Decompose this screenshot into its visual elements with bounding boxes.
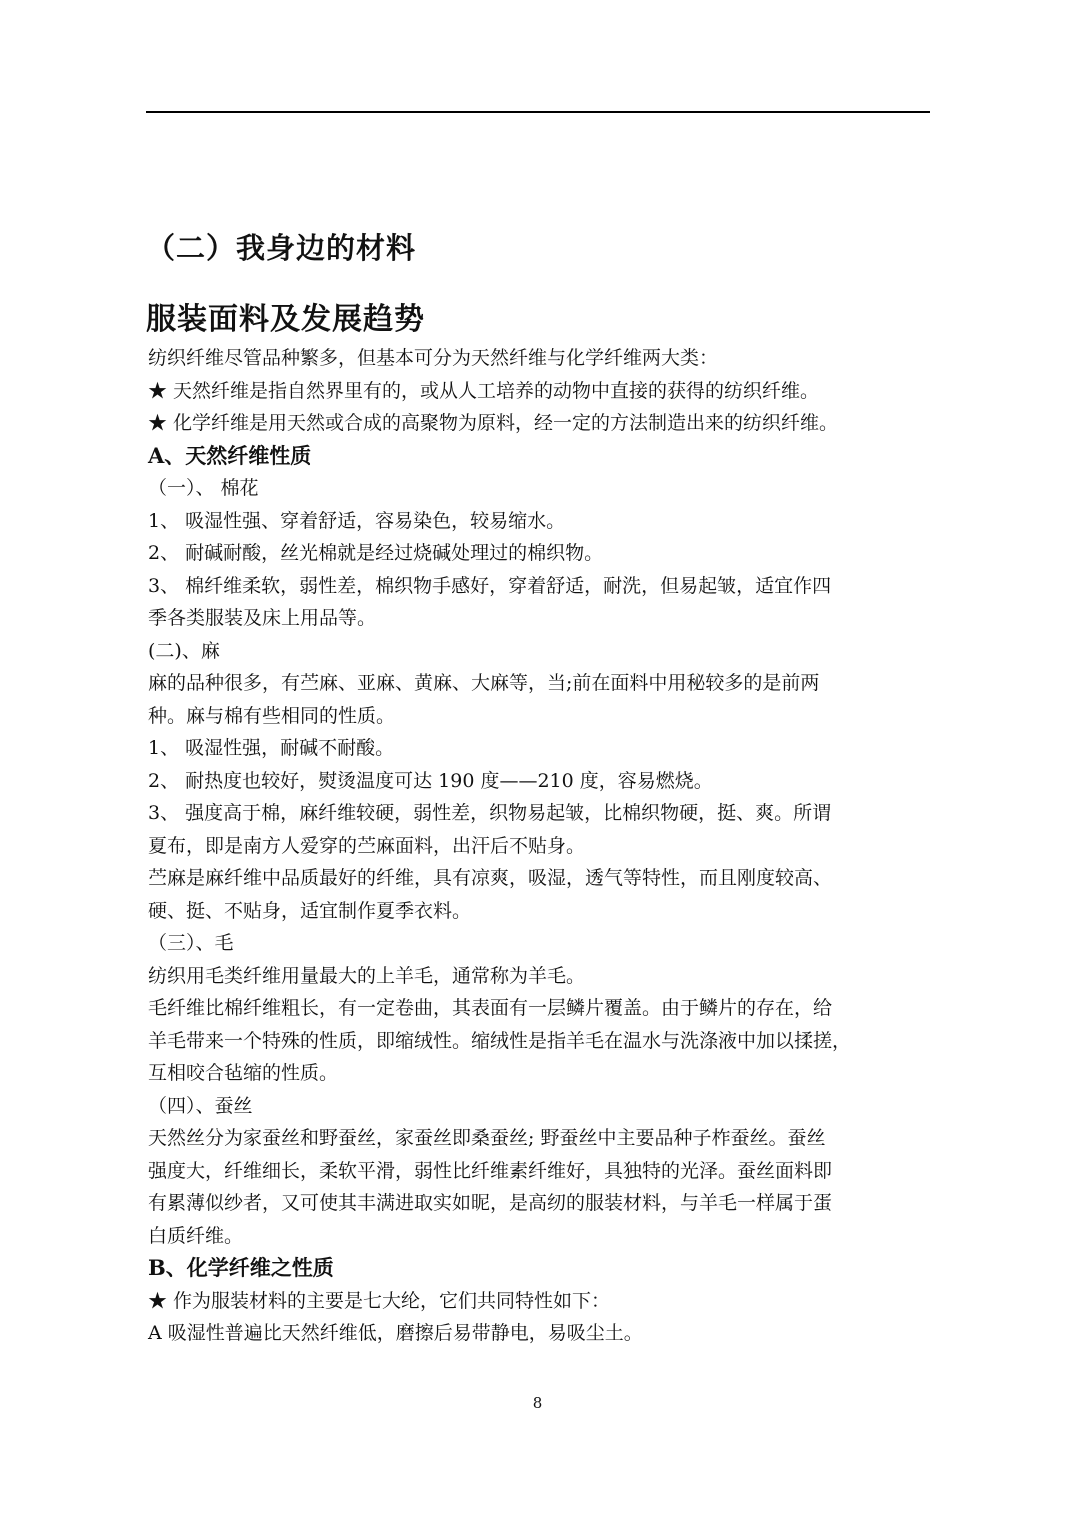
text-line: 强度大，纤维细长，柔软平滑，弱性比纤维素纤维好，具独特的光泽。蚕丝面料即 xyxy=(148,1159,833,1182)
subsection-heading: A、天然纤维性质 xyxy=(148,442,312,468)
text-line: 纺织纤维尽管品种繁多，但基本可分为天然纤维与化学纤维两大类： xyxy=(148,347,719,369)
text-line: 1、 吸湿性强、穿着舒适，容易染色，较易缩水。 xyxy=(148,509,566,532)
text-line: 羊毛带来一个特殊的性质，即缩绒性。缩绒性是指羊毛在温水与洗涤液中加以揉搓， xyxy=(148,1029,852,1052)
body-text xyxy=(148,342,932,1350)
header-rule xyxy=(146,111,930,113)
text-line: 天然丝分为家蚕丝和野蚕丝，家蚕丝即桑蚕丝; 野蚕丝中主要品种子柞蚕丝。蚕丝 xyxy=(148,1127,826,1149)
text-line: 苎麻是麻纤维中品质最好的纤维，具有凉爽，吸湿，透气等特性，而且刚度较高、 xyxy=(148,867,833,889)
text-line: 3、 棉纤维柔软，弱性差，棉织物手感好，穿着舒适，耐洗，但易起皱，适宜作四 xyxy=(148,574,832,597)
text-line: 3、 强度高于棉，麻纤维较硬，弱性差，织物易起皱，比棉织物硬，挺、爽。所谓 xyxy=(148,802,832,824)
text-line: ★ 作为服装材料的主要是七大纶，它们共同特性如下： xyxy=(148,1289,611,1312)
text-line: 1、 吸湿性强，耐碱不耐酸。 xyxy=(148,737,395,759)
text-line: ★ 天然纤维是指自然界里有的，或从人工培养的动物中直接的获得的纺织纤维。 xyxy=(148,379,820,402)
text-line: 纺织用毛类纤维用量最大的上羊毛，通常称为羊毛。 xyxy=(148,964,586,987)
text-line: 2、 耐热度也较好，熨烫温度可达 190 度——210 度，容易燃烧。 xyxy=(148,769,713,792)
subsection-heading: B、化学纤维之性质 xyxy=(148,1255,334,1280)
text-line: 毛纤维比棉纤维粗长，有一定卷曲，其表面有一层鳞片覆盖。由于鳞片的存在，给 xyxy=(148,997,833,1019)
text-line: （四）、蚕丝 xyxy=(148,1094,253,1117)
text-line: 白质纤维。 xyxy=(148,1224,244,1247)
text-line: 季各类服装及床上用品等。 xyxy=(148,607,377,629)
text-line: (二)、麻 xyxy=(148,639,220,662)
text-line: 夏布，即是南方人爱穿的苎麻面料，出汗后不贴身。 xyxy=(148,834,586,857)
text-line: （一）、 棉花 xyxy=(148,477,259,499)
text-line: 2、 耐碱耐酸，丝光棉就是经过烧碱处理过的棉织物。 xyxy=(148,542,604,564)
section-heading: （二）我身边的材料 xyxy=(146,231,417,265)
page-number: 8 xyxy=(532,1394,543,1412)
text-line: 麻的品种很多，有苎麻、亚麻、黄麻、大麻等，当;前在面料中用秘较多的是前两 xyxy=(148,672,820,694)
text-line: 硬、挺、不贴身，适宜制作夏季衣料。 xyxy=(148,899,472,922)
text-line: 种。麻与棉有些相同的性质。 xyxy=(148,704,396,727)
text-line: （三）、毛 xyxy=(148,932,234,954)
text-line: A 吸湿性普遍比天然纤维低，磨擦后易带静电，易吸尘土。 xyxy=(148,1322,643,1344)
text-line: 互相咬合毡缩的性质。 xyxy=(148,1062,339,1084)
text-line: ★ 化学纤维是用天然或合成的高聚物为原料，经一定的方法制造出来的纺织纤维。 xyxy=(148,412,839,434)
page-title: 服装面料及发展趋势 xyxy=(146,302,425,337)
text-line: 有累薄似纱者，又可使其丰满进取实如昵，是高纫的服装材料，与羊毛一样属于蛋 xyxy=(148,1192,833,1214)
